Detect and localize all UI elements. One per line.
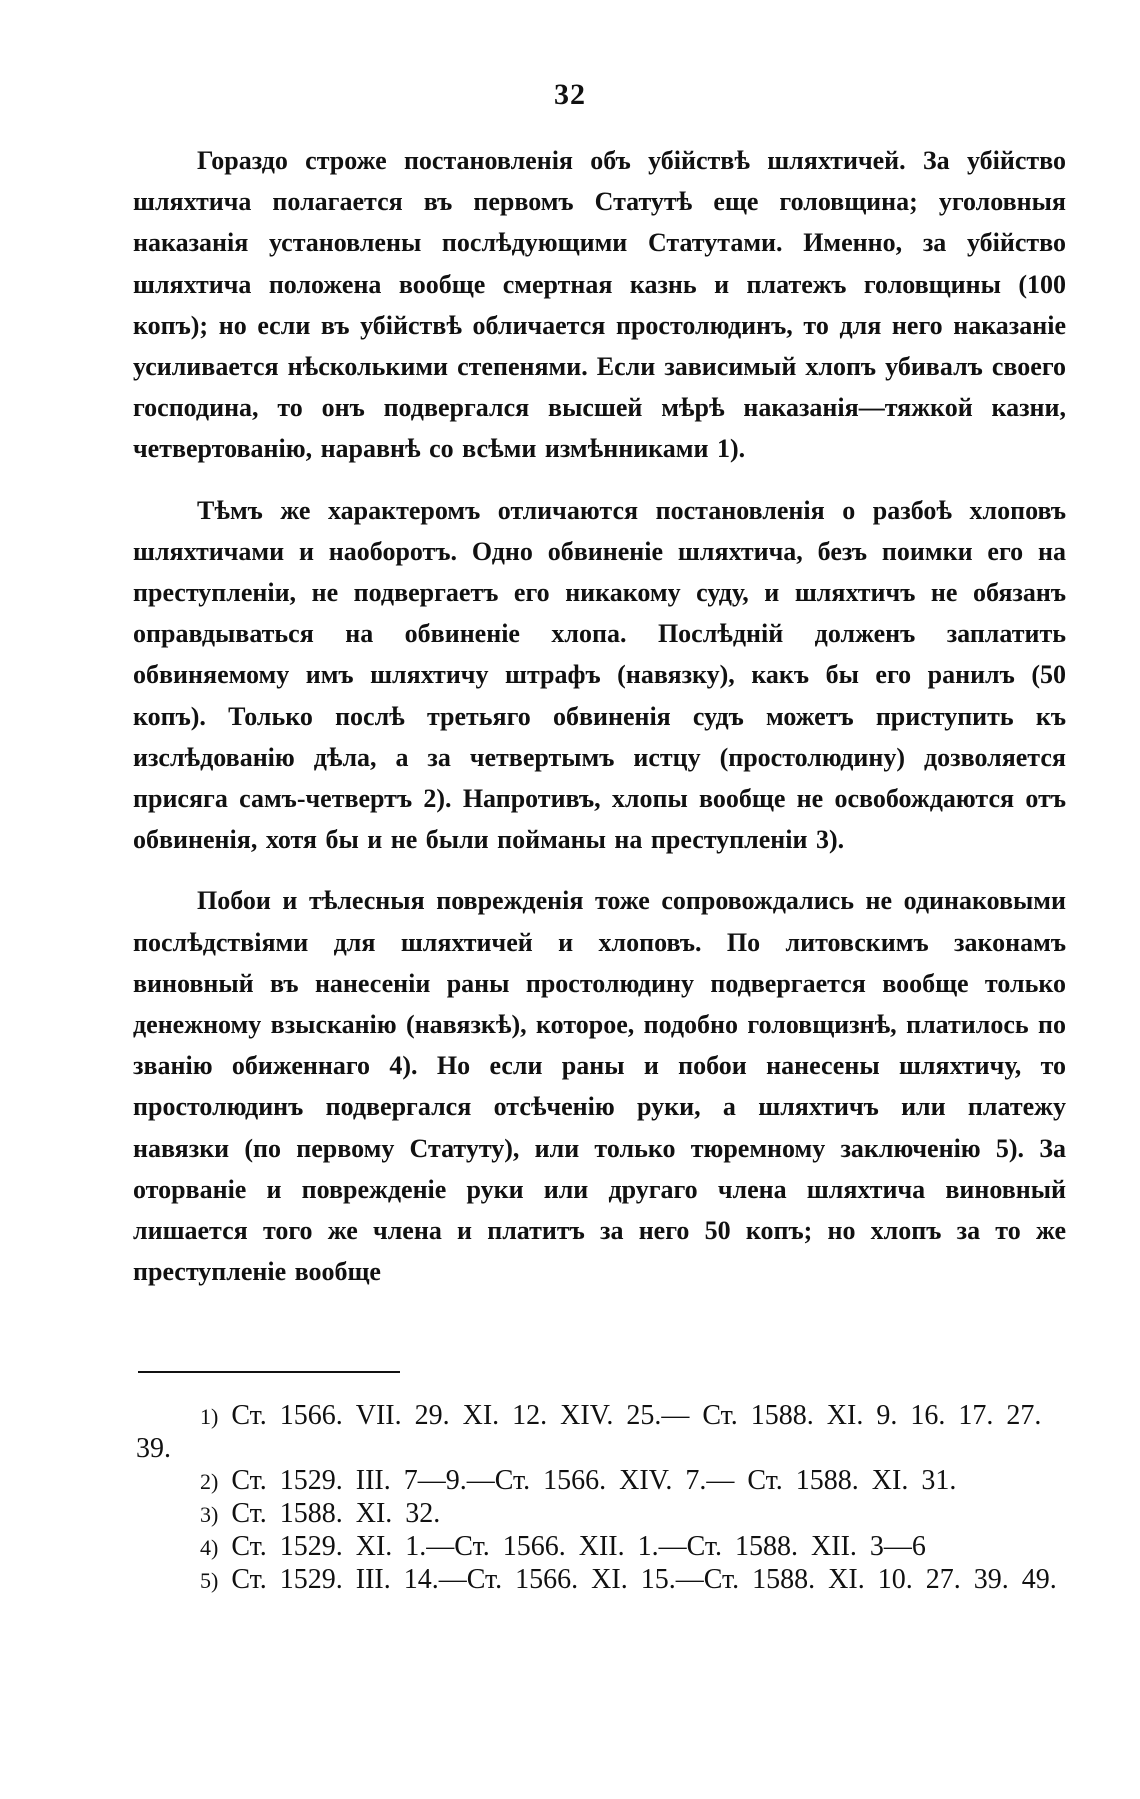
- paragraph-3: Побои и тѣлесныя поврежденія тоже сопровождались не одинаковыми послѣдствіями для шляхтичей и хлоповъ. По литовскимъ законамъ виновный въ нанесеніи раны простолюдину подвергается вообще только денежному взысканію (навязкѣ), которое, подобно головщизнѣ, платилось по званію обиженнаго 4). Но если раны и побои нанесены шляхтичу, то простолюдинъ подвергался отсѣченію руки, а шляхтичъ или платежу навязки (по первому Статуту), или только тюремному заключенію 5). За оторваніе и поврежденіе руки или другаго члена шляхтича виновный лишается того же члена и платитъ за него 50 копъ; но хлопъ за то же преступленіе вообще: [133, 886, 1066, 1287]
- footnote-text: Ст. 1588. XI. 32.: [231, 1498, 441, 1529]
- footnote-text: Ст. 1529. III. 14.—Ст. 1566. XI. 15.—Ст. 1588. XI. 10. 27. 39. 49.: [231, 1564, 1057, 1595]
- paragraph-2: Тѣмъ же характеромъ отличаются постановленія о разбоѣ хлоповъ шляхтичами и наоборотъ. Одно обвиненіе шляхтича, безъ поимки его на преступленіи, не подвергаетъ его никакому суду, и шляхтичъ не обязанъ оправдываться на обвиненіе хлопа. Послѣдній долженъ заплатить обвиняемому имъ шляхтичу штрафъ (навязку), какъ бы его ранилъ (50 копъ). Только послѣ третьяго обвиненія судъ можетъ приступить къ изслѣдованію дѣла, а за четвертымъ истцу (простолюдину) дозволяется присяга самъ-четвертъ 2). Напротивъ, хлопы вообще не освобождаются отъ обвиненія, хотя бы и не были пойманы на преступленіи 3).: [133, 495, 1066, 855]
- footnotes: [136, 1400, 1066, 1597]
- footnote-4: [136, 1531, 1066, 1564]
- footnote-text: Ст. 1529. III. 7—9.—Ст. 1566. XIV. 7.— Ст. 1588. XI. 31.: [231, 1465, 957, 1496]
- footnote-3: [136, 1498, 1066, 1531]
- footnote-5: [136, 1564, 1066, 1597]
- footnote-divider: [138, 1371, 400, 1373]
- body-text: [133, 140, 1066, 1312]
- footnote-mark: 2): [200, 1469, 219, 1494]
- footnote-1: [136, 1400, 1066, 1465]
- footnote-text: Ст. 1566. VII. 29. XI. 12. XIV. 25.— Ст. 1588. XI. 9. 16. 17. 27. 39.: [136, 1400, 1042, 1464]
- footnote-mark: 4): [200, 1535, 219, 1560]
- footnote-mark: 1): [200, 1404, 219, 1429]
- footnote-text: Ст. 1529. XI. 1.—Ст. 1566. XII. 1.—Ст. 1588. XII. 3—6: [231, 1531, 926, 1562]
- page-number: 32: [554, 78, 586, 111]
- paragraph-1: Гораздо строже постановленія объ убійствѣ шляхтичей. За убійство шляхтича полагается въ первомъ Статутѣ еще головщина; уголовныя наказанія установлены послѣдующими Статутами. Именно, за убійство шляхтича положена вообще смертная казнь и платежъ головщины (100 копъ); но если въ убійствѣ обличается простолюдинъ, то для него наказаніе усиливается нѣсколькими степенями. Если зависимый хлопъ убивалъ своего господина, то онъ подвергался высшей мѣрѣ наказанія—тяжкой казни, четвертованію, наравнѣ со всѣми измѣнниками 1).: [133, 146, 1066, 464]
- footnote-mark: 5): [200, 1568, 219, 1593]
- footnote-mark: 3): [200, 1502, 219, 1527]
- footnote-2: [136, 1465, 1066, 1498]
